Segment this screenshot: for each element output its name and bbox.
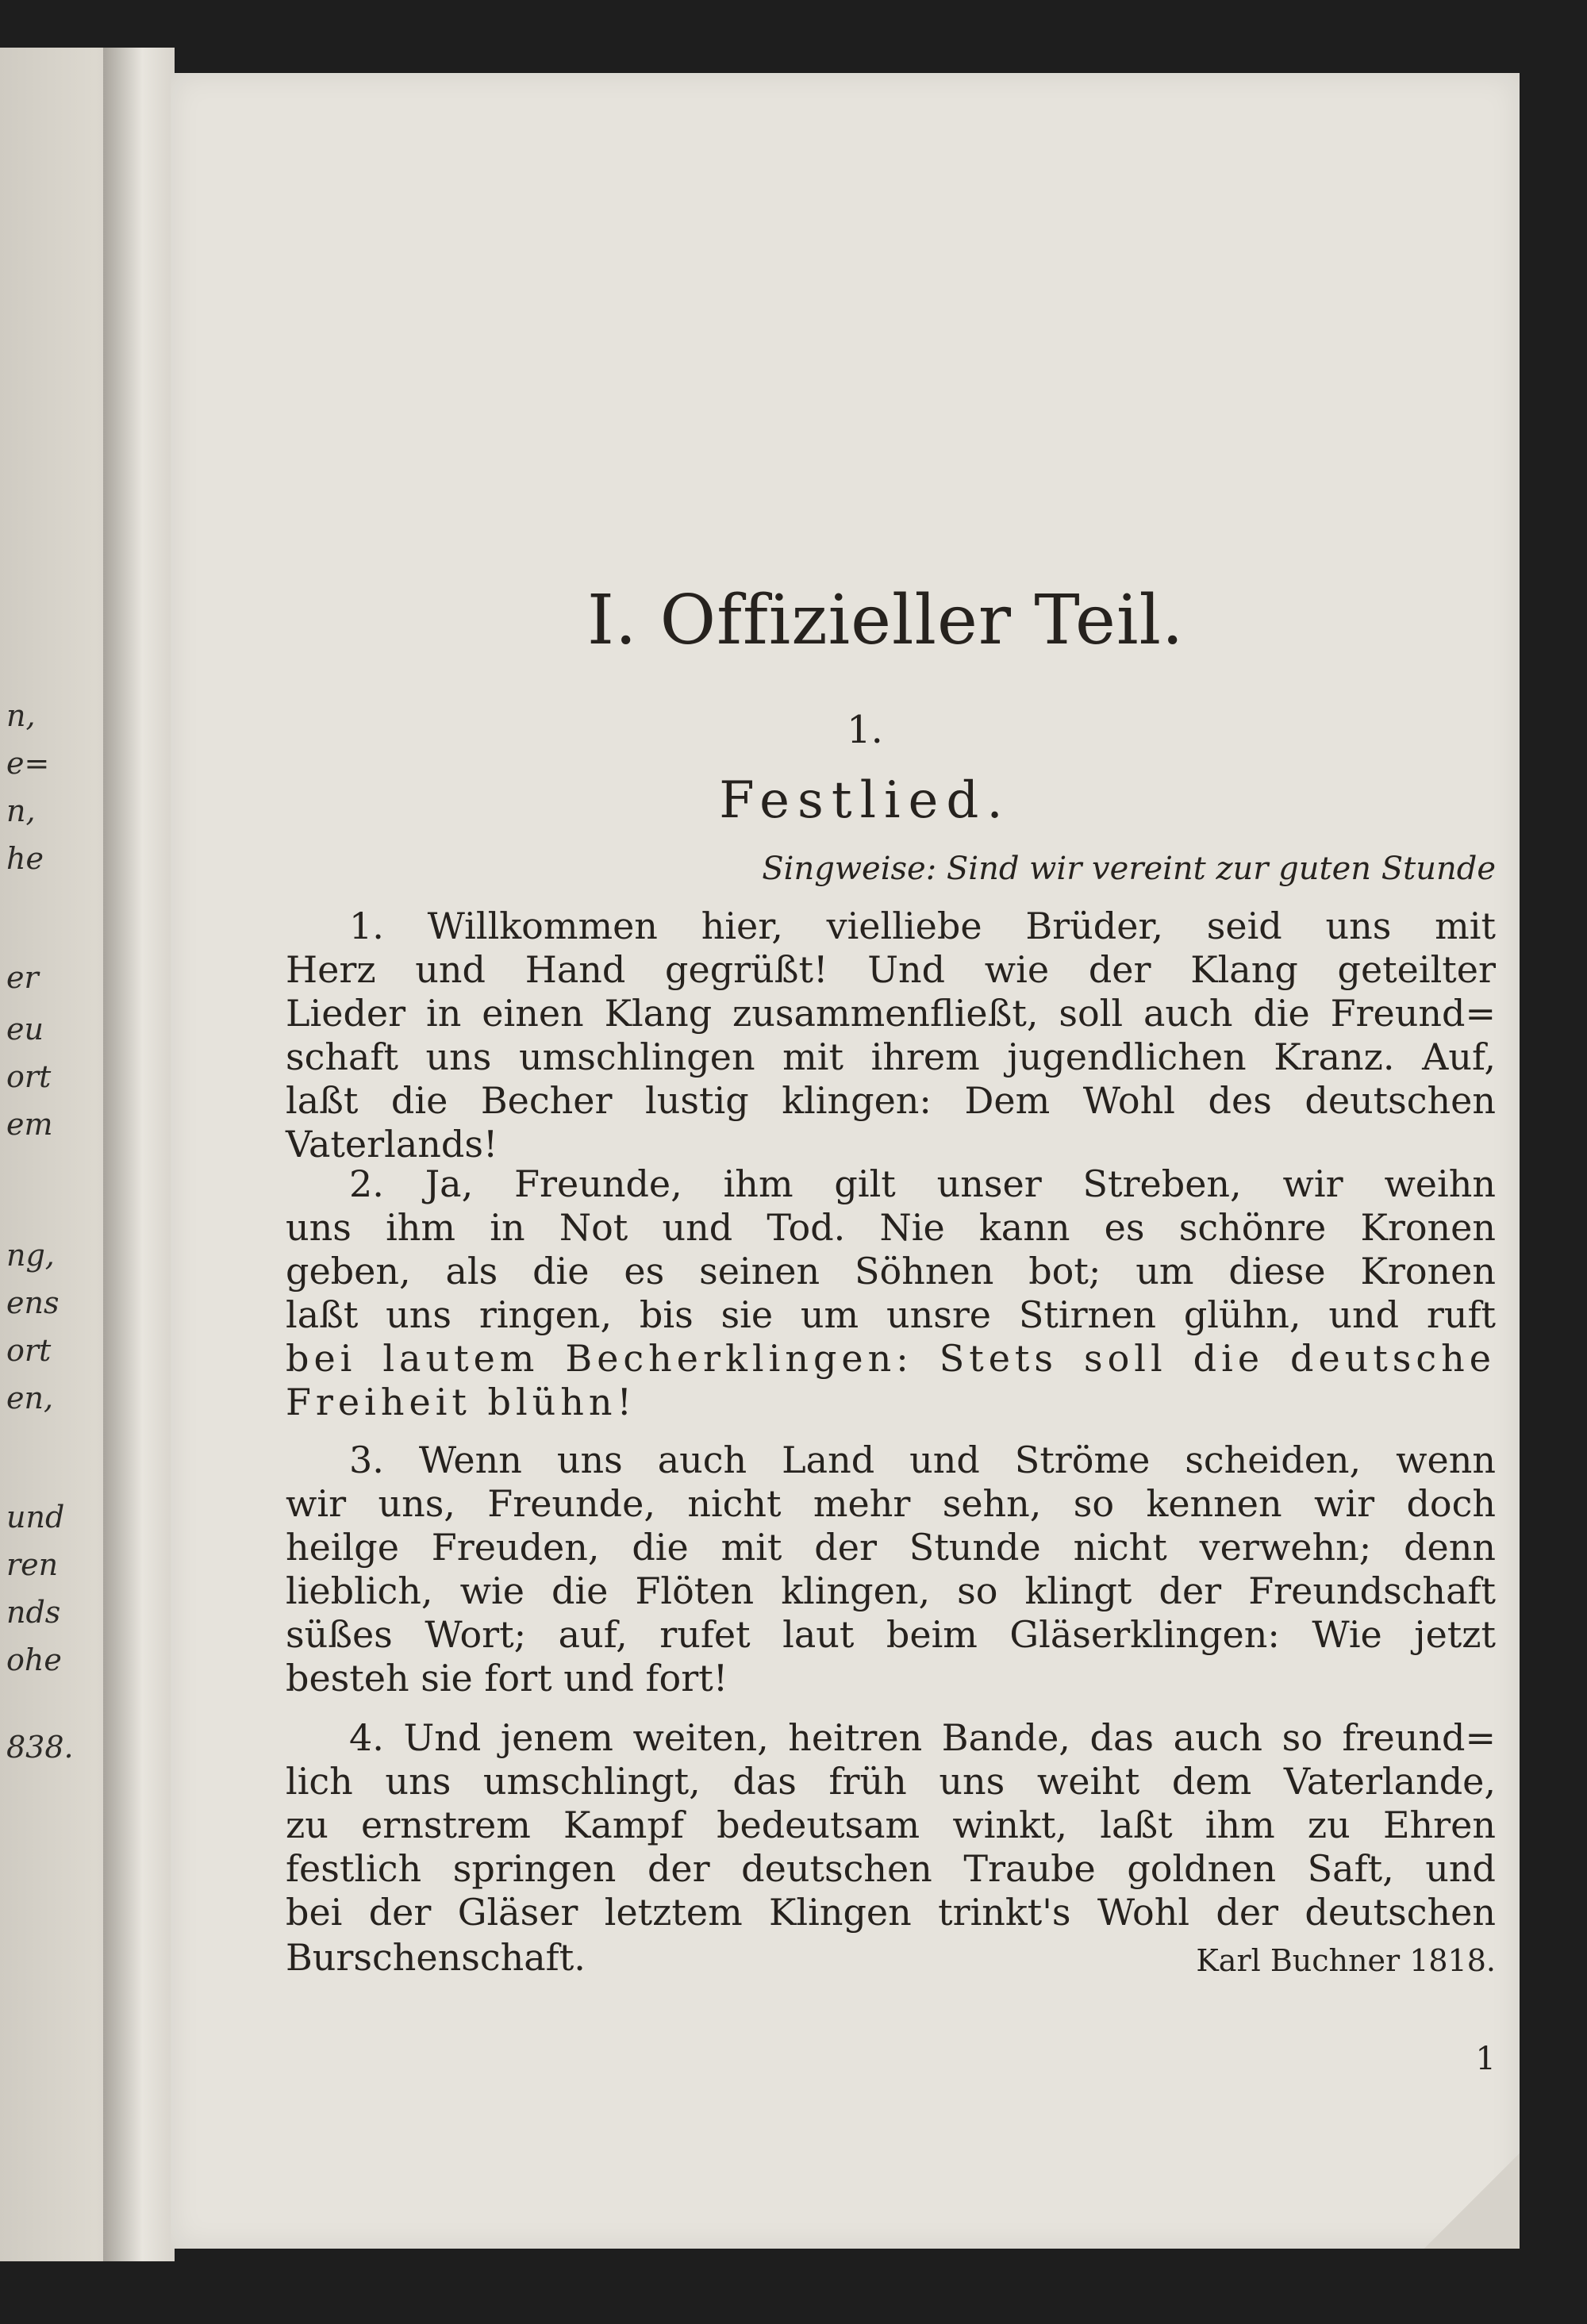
facing-page-fragment: e= xyxy=(6,746,50,781)
stanza xyxy=(286,1162,1496,1424)
stanza-line: lich uns umschlingt, das früh uns weiht dem Vaterlande, xyxy=(286,1760,1496,1803)
stanza xyxy=(286,1716,1496,1934)
stanza-line: schaft uns umschlingen mit ihrem jugendlichen Kranz. Auf, xyxy=(286,1035,1496,1078)
facing-page-fragment: ort xyxy=(6,1333,52,1368)
page-corner-fold xyxy=(1424,2153,1520,2249)
stanza-line: laßt die Becher lustig klingen: Dem Wohl des deutschen xyxy=(286,1079,1496,1122)
song-title: Festlied. xyxy=(719,771,1011,830)
facing-page-fragment: 838. xyxy=(6,1730,74,1765)
facing-page-fragment: ren xyxy=(6,1547,59,1582)
stanza xyxy=(286,1439,1496,1700)
stanza-line: bei der Gläser letztem Klingen trinkt's Wohl der deutschen xyxy=(286,1891,1496,1934)
song-number: 1. xyxy=(847,708,883,752)
stanza-line: bei lautem Becherklingen: Stets soll die deutsche xyxy=(286,1337,1496,1380)
facing-page-fragment: und xyxy=(6,1500,65,1535)
stanza-line: 3. Wenn uns auch Land und Ströme scheiden, wenn xyxy=(349,1439,1496,1481)
facing-page-fragment: ng, xyxy=(6,1238,55,1273)
facing-page-fragment: ort xyxy=(6,1059,52,1094)
stanza-line: 2. Ja, Freunde, ihm gilt unser Streben, wir weihn xyxy=(349,1162,1496,1205)
stanza-line: Freiheit blühn! xyxy=(286,1381,637,1423)
stanza-line: Herz und Hand gegrüßt! Und wie der Klang geteilter xyxy=(286,948,1496,991)
facing-page-fragment: n, xyxy=(6,793,36,828)
stanza-line: 4. Und jenem weiten, heitren Bande, das auch so freund= xyxy=(349,1716,1496,1759)
facing-page-fragment: nds xyxy=(6,1595,61,1630)
facing-page-fragment: he xyxy=(6,841,44,876)
stanza-line: festlich springen der deutschen Traube goldnen Saft, und xyxy=(286,1847,1496,1890)
facing-page-fragment: ohe xyxy=(6,1642,62,1677)
stanza-line: besteh sie fort und fort! xyxy=(286,1657,728,1700)
stanza-line: wir uns, Freunde, nicht mehr sehn, so kennen wir doch xyxy=(286,1482,1496,1525)
stanza-line: Lieder in einen Klang zusammenfließt, soll auch die Freund= xyxy=(286,992,1496,1035)
facing-page-fragment: en, xyxy=(6,1381,54,1416)
stanza-line: geben, als die es seinen Söhnen bot; um diese Kronen xyxy=(286,1250,1496,1293)
facing-page-fragment: em xyxy=(6,1107,53,1142)
page-number: 1 xyxy=(1475,2041,1496,2077)
stanza-line: 1. Willkommen hier, vielliebe Brüder, seid uns mit xyxy=(349,905,1496,947)
book-gutter xyxy=(103,48,175,2261)
final-line-row xyxy=(286,1936,1496,1980)
facing-page-fragment: er xyxy=(6,960,39,995)
facing-page-fragment: ens xyxy=(6,1285,60,1320)
stanza-line: süßes Wort; auf, rufet laut beim Gläserklingen: Wie jetzt xyxy=(286,1613,1496,1656)
stanza xyxy=(286,905,1496,1166)
stanza-line: laßt uns ringen, bis sie um unsre Stirnen glühn, und ruft xyxy=(286,1293,1496,1336)
melody-line: Singweise: Sind wir vereint zur guten Stunde xyxy=(762,851,1496,887)
stanza-line: heilge Freuden, die mit der Stunde nicht verwehn; denn xyxy=(286,1526,1496,1569)
book-page xyxy=(171,73,1520,2249)
facing-page-fragment: eu xyxy=(6,1012,44,1047)
stanza-line: Burschenschaft. xyxy=(286,1936,586,1979)
stanza-line: Vaterlands! xyxy=(286,1123,498,1166)
stanza-line: lieblich, wie die Flöten klingen, so klingt der Freundschaft xyxy=(286,1569,1496,1612)
facing-page-fragment: n, xyxy=(6,698,36,733)
author-credit: Karl Buchner 1818. xyxy=(1196,1943,1496,1978)
stanza-line: uns ihm in Not und Tod. Nie kann es schönre Kronen xyxy=(286,1206,1496,1249)
stanza-line: zu ernstrem Kampf bedeutsam winkt, laßt ihm zu Ehren xyxy=(286,1804,1496,1846)
section-title: I. Offizieller Teil. xyxy=(587,581,1185,660)
